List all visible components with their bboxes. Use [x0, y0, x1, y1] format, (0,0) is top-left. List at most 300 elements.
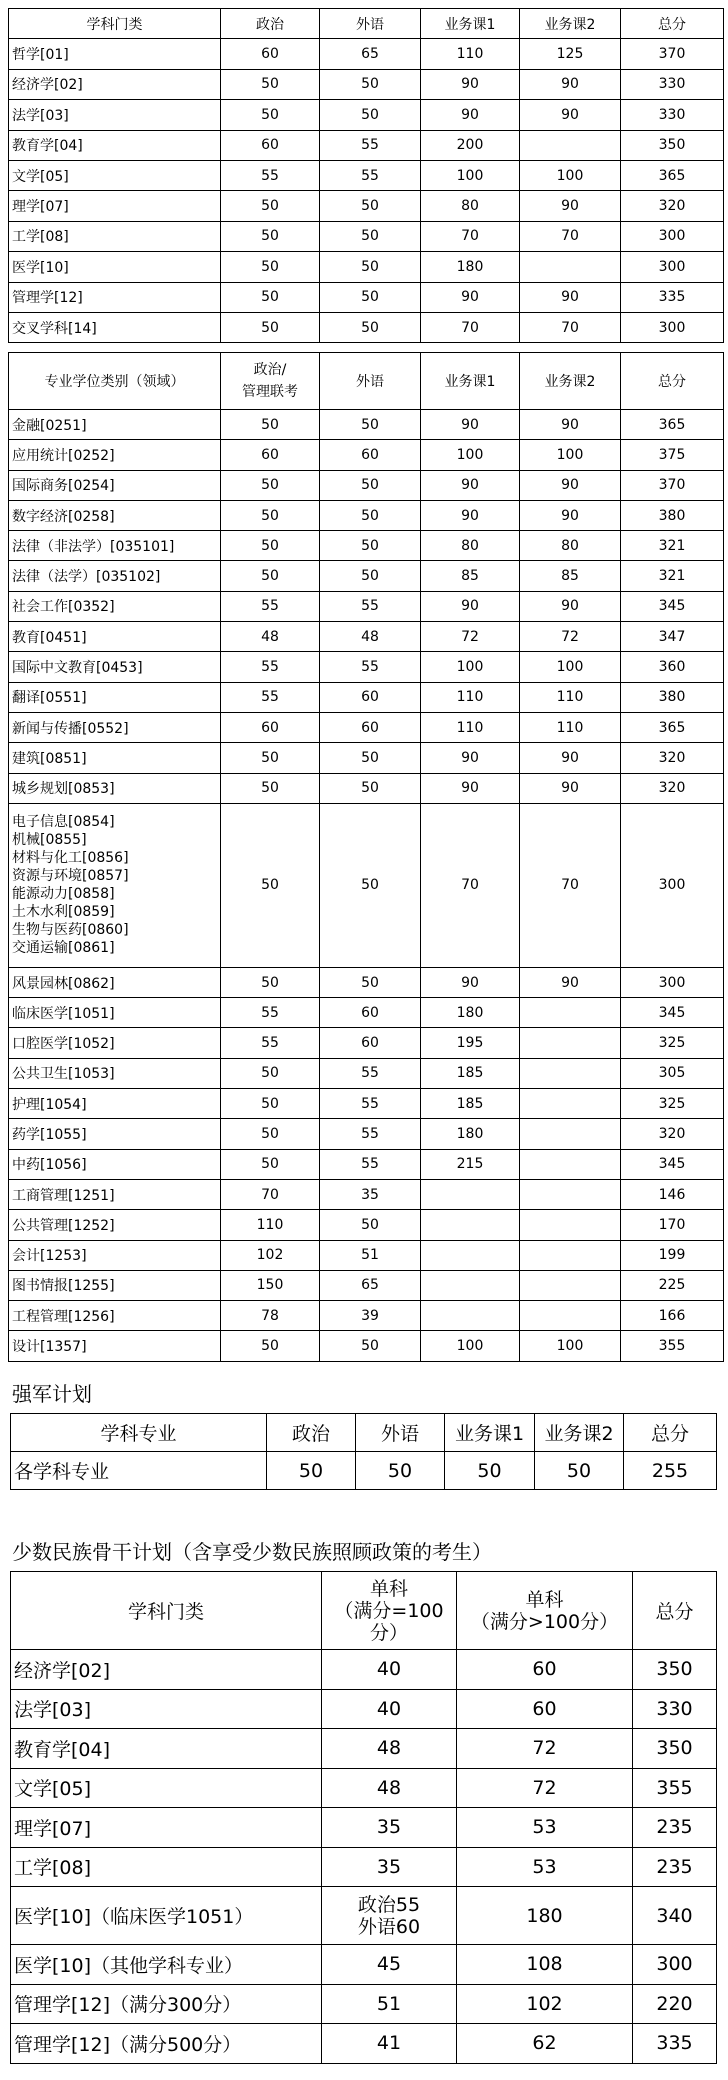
score-cell: 60: [457, 1689, 633, 1729]
score-cell: 80: [421, 191, 520, 221]
table-row: [9, 410, 724, 440]
column-header: 专业学位类别（领域）: [9, 353, 221, 410]
table-row: [9, 500, 724, 530]
table-row: [9, 100, 724, 130]
score-cell: 48: [320, 622, 421, 652]
score-cell: 100: [520, 160, 621, 190]
row-label: 文学[05]: [9, 160, 221, 190]
column-header: 业务课2: [520, 9, 621, 39]
score-cell: 55: [221, 682, 320, 712]
row-label: 工商管理[1251]: [9, 1179, 221, 1209]
score-cell: 51: [322, 1984, 457, 2024]
score-cell: 50: [221, 1149, 320, 1179]
table-row: [9, 252, 724, 282]
row-label: 国际商务[0254]: [9, 470, 221, 500]
score-cell: 146: [621, 1179, 724, 1209]
score-cell: 50: [221, 69, 320, 99]
table-row: [9, 1089, 724, 1119]
table-row: [9, 622, 724, 652]
score-cell: 50: [221, 1089, 320, 1119]
score-cell: 50: [221, 773, 320, 803]
table-row: [11, 1452, 717, 1490]
column-header: 业务课1: [421, 353, 520, 410]
score-cell: 50: [221, 410, 320, 440]
score-cell: 50: [221, 803, 320, 967]
score-cell: 70: [520, 803, 621, 967]
score-cell: 380: [621, 500, 724, 530]
table-header-row: [11, 1414, 717, 1452]
score-cell: 100: [421, 652, 520, 682]
score-cell: 60: [320, 998, 421, 1028]
score-cell: 55: [221, 160, 320, 190]
table-row: [9, 312, 724, 342]
score-cell: [520, 1270, 621, 1300]
score-cell: 345: [621, 591, 724, 621]
score-cell: 235: [633, 1847, 717, 1887]
table-row: [9, 652, 724, 682]
score-cell: 195: [421, 1028, 520, 1058]
score-cell: 321: [621, 531, 724, 561]
score-cell: 345: [621, 998, 724, 1028]
row-label: 法律（法学）[035102]: [9, 561, 221, 591]
score-cell: 320: [621, 773, 724, 803]
score-cell: 41: [322, 2024, 457, 2064]
score-cell: 180: [421, 1119, 520, 1149]
academic-degree-table: [8, 8, 724, 343]
row-label: 管理学[12]: [9, 282, 221, 312]
row-label: 法学[03]: [11, 1689, 322, 1729]
score-cell: 50: [535, 1452, 624, 1490]
score-cell: 180: [457, 1887, 633, 1945]
column-header: 业务课1: [421, 9, 520, 39]
score-cell: 48: [221, 622, 320, 652]
score-cell: 150: [221, 1270, 320, 1300]
score-cell: 220: [633, 1984, 717, 2024]
score-cell: 50: [445, 1452, 535, 1490]
score-cell: 70: [221, 1179, 320, 1209]
table-row: [11, 1847, 717, 1887]
score-cell: 110: [221, 1210, 320, 1240]
score-cell: [520, 1058, 621, 1088]
score-cell: 60: [320, 682, 421, 712]
row-label: 管理学[12]（满分300分）: [11, 1984, 322, 2024]
score-cell: 55: [320, 1058, 421, 1088]
score-cell: 110: [520, 682, 621, 712]
row-label: 各学科专业: [11, 1452, 267, 1490]
table-row: [9, 1210, 724, 1240]
score-cell: 320: [621, 743, 724, 773]
row-label: 教育[0451]: [9, 622, 221, 652]
table-row: [11, 1945, 717, 1985]
score-cell: 350: [621, 130, 724, 160]
score-cell: 360: [621, 652, 724, 682]
score-cell: 110: [421, 712, 520, 742]
score-cell: 350: [633, 1650, 717, 1690]
score-cell: 50: [221, 252, 320, 282]
score-cell: 50: [221, 531, 320, 561]
column-header: 业务课2: [520, 353, 621, 410]
score-cell: 300: [621, 967, 724, 997]
row-label: 护理[1054]: [9, 1089, 221, 1119]
score-cell: 50: [320, 191, 421, 221]
row-label: 翻译[0551]: [9, 682, 221, 712]
score-cell: 300: [633, 1945, 717, 1985]
table-row: [9, 221, 724, 251]
column-header: 总分: [621, 9, 724, 39]
score-cell: [520, 1028, 621, 1058]
table-row: [11, 1984, 717, 2024]
column-header: 政治: [221, 9, 320, 39]
score-cell: 90: [520, 100, 621, 130]
score-cell: 78: [221, 1301, 320, 1331]
table-row: [9, 470, 724, 500]
column-header: 单科 （满分>100分）: [457, 1572, 633, 1650]
score-cell: 50: [221, 470, 320, 500]
score-cell: 50: [320, 282, 421, 312]
table-row: [11, 2024, 717, 2064]
row-label: 工学[08]: [9, 221, 221, 251]
score-cell: 380: [621, 682, 724, 712]
score-cell: 55: [221, 1028, 320, 1058]
score-cell: 90: [421, 410, 520, 440]
score-cell: 72: [520, 622, 621, 652]
score-cell: 39: [320, 1301, 421, 1331]
column-header: 外语: [356, 1414, 445, 1452]
score-cell: 235: [633, 1808, 717, 1848]
table-row: [9, 712, 724, 742]
score-cell: 90: [520, 743, 621, 773]
table-row: [11, 1887, 717, 1945]
score-cell: 55: [320, 652, 421, 682]
score-cell: 90: [421, 773, 520, 803]
score-cell: 355: [621, 1331, 724, 1361]
score-cell: 50: [320, 531, 421, 561]
score-cell: [421, 1210, 520, 1240]
score-cell: 110: [421, 39, 520, 69]
score-cell: 50: [320, 252, 421, 282]
score-cell: 330: [621, 69, 724, 99]
score-cell: [520, 1119, 621, 1149]
row-label: 法律（非法学）[035101]: [9, 531, 221, 561]
row-label: 数字经济[0258]: [9, 500, 221, 530]
score-cell: [421, 1270, 520, 1300]
score-cell: 85: [520, 561, 621, 591]
row-label: 图书情报[1255]: [9, 1270, 221, 1300]
table-row: [9, 967, 724, 997]
table-row: [9, 682, 724, 712]
score-cell: 55: [221, 652, 320, 682]
score-cell: [520, 1089, 621, 1119]
score-cell: 55: [320, 1089, 421, 1119]
score-cell: 40: [322, 1650, 457, 1690]
table-row: [9, 1149, 724, 1179]
table-row: [9, 1179, 724, 1209]
score-cell: 90: [421, 100, 520, 130]
score-cell: 50: [320, 312, 421, 342]
score-cell: 90: [421, 282, 520, 312]
score-cell: 70: [520, 221, 621, 251]
row-label: 经济学[02]: [9, 69, 221, 99]
row-label: 中药[1056]: [9, 1149, 221, 1179]
score-cell: 72: [457, 1768, 633, 1808]
score-cell: [520, 130, 621, 160]
column-header: 业务课1: [445, 1414, 535, 1452]
table-row: [9, 1331, 724, 1361]
score-cell: 90: [520, 410, 621, 440]
score-cell: [520, 252, 621, 282]
score-cell: 62: [457, 2024, 633, 2064]
score-cell: 72: [457, 1729, 633, 1769]
score-cell: 政治55 外语60: [322, 1887, 457, 1945]
score-cell: 355: [633, 1768, 717, 1808]
score-cell: 48: [322, 1729, 457, 1769]
score-cell: 65: [320, 39, 421, 69]
score-cell: 90: [520, 967, 621, 997]
column-header: 业务课2: [535, 1414, 624, 1452]
table-row: [9, 743, 724, 773]
score-cell: 50: [320, 561, 421, 591]
score-cell: 35: [320, 1179, 421, 1209]
table-row: [9, 591, 724, 621]
score-cell: 60: [221, 39, 320, 69]
score-cell: [421, 1240, 520, 1270]
qiangjun-table: [10, 1413, 717, 1490]
score-cell: 50: [320, 1331, 421, 1361]
row-label: 国际中文教育[0453]: [9, 652, 221, 682]
row-label: 临床医学[1051]: [9, 998, 221, 1028]
score-cell: 330: [633, 1689, 717, 1729]
score-cell: 50: [221, 561, 320, 591]
score-cell: 45: [322, 1945, 457, 1985]
table-row: [9, 531, 724, 561]
table-row: [9, 69, 724, 99]
score-cell: 100: [520, 1331, 621, 1361]
table-row: [9, 773, 724, 803]
table-row: [9, 191, 724, 221]
row-label: 电子信息[0854] 机械[0855] 材料与化工[0856] 资源与环境[0857] 能源动力[0858] 土木水利[0859] 生物与医药[0860] 交通运输[0861]: [9, 803, 221, 967]
row-label: 金融[0251]: [9, 410, 221, 440]
score-cell: 330: [621, 100, 724, 130]
score-cell: 90: [421, 69, 520, 99]
score-cell: 102: [457, 1984, 633, 2024]
score-cell: 102: [221, 1240, 320, 1270]
score-cell: 90: [421, 743, 520, 773]
table-row: [9, 803, 724, 967]
score-cell: 50: [221, 743, 320, 773]
score-cell: 180: [421, 998, 520, 1028]
row-label: 医学[10]（其他学科专业）: [11, 1945, 322, 1985]
qiangjun-title: 强军计划: [12, 1382, 92, 1406]
row-label: 医学[10]: [9, 252, 221, 282]
row-label: 工程管理[1256]: [9, 1301, 221, 1331]
score-cell: 35: [322, 1808, 457, 1848]
score-cell: 60: [221, 130, 320, 160]
score-cell: 55: [320, 130, 421, 160]
column-header: 学科门类: [11, 1572, 322, 1650]
score-cell: 90: [520, 591, 621, 621]
score-cell: 50: [221, 221, 320, 251]
column-header: 单科 （满分=100分）: [322, 1572, 457, 1650]
score-cell: 185: [421, 1058, 520, 1088]
score-cell: 50: [320, 410, 421, 440]
score-cell: 60: [320, 440, 421, 470]
minority-table: [10, 1571, 717, 2064]
score-cell: 50: [320, 967, 421, 997]
row-label: 管理学[12]（满分500分）: [11, 2024, 322, 2064]
score-cell: 100: [421, 1331, 520, 1361]
score-cell: 50: [221, 500, 320, 530]
column-header: 学科门类: [9, 9, 221, 39]
score-cell: 300: [621, 312, 724, 342]
row-label: 风景园林[0862]: [9, 967, 221, 997]
row-label: 理学[07]: [11, 1808, 322, 1848]
score-cell: 55: [320, 591, 421, 621]
score-cell: 50: [320, 500, 421, 530]
score-cell: 325: [621, 1089, 724, 1119]
score-cell: 70: [421, 803, 520, 967]
table-row: [9, 440, 724, 470]
score-cell: 60: [221, 440, 320, 470]
score-cell: [520, 1179, 621, 1209]
score-cell: 300: [621, 252, 724, 282]
score-cell: 90: [520, 500, 621, 530]
row-label: 新闻与传播[0552]: [9, 712, 221, 742]
row-label: 药学[1055]: [9, 1119, 221, 1149]
row-label: 文学[05]: [11, 1768, 322, 1808]
professional-degree-table: [8, 352, 724, 1362]
score-cell: 50: [320, 221, 421, 251]
score-cell: 90: [520, 773, 621, 803]
column-header: 外语: [320, 353, 421, 410]
score-cell: 125: [520, 39, 621, 69]
table-row: [11, 1729, 717, 1769]
score-cell: 100: [421, 160, 520, 190]
row-label: 建筑[0851]: [9, 743, 221, 773]
score-cell: 90: [421, 470, 520, 500]
table-header-row: [11, 1572, 717, 1650]
row-label: 教育学[04]: [9, 130, 221, 160]
score-cell: [520, 1149, 621, 1179]
score-cell: 50: [320, 773, 421, 803]
score-cell: 72: [421, 622, 520, 652]
table-row: [9, 39, 724, 69]
score-cell: 365: [621, 160, 724, 190]
score-cell: 335: [621, 282, 724, 312]
score-cell: 370: [621, 470, 724, 500]
score-cell: 50: [267, 1452, 356, 1490]
score-cell: 225: [621, 1270, 724, 1300]
table-row: [9, 1301, 724, 1331]
row-label: 交叉学科[14]: [9, 312, 221, 342]
score-cell: 166: [621, 1301, 724, 1331]
column-header: 总分: [621, 353, 724, 410]
score-cell: 40: [322, 1689, 457, 1729]
score-cell: 90: [520, 282, 621, 312]
score-cell: 50: [221, 100, 320, 130]
score-cell: 55: [320, 1149, 421, 1179]
score-cell: 50: [221, 967, 320, 997]
row-label: 公共卫生[1053]: [9, 1058, 221, 1088]
column-header: 外语: [320, 9, 421, 39]
score-cell: 55: [320, 1119, 421, 1149]
score-cell: 50: [320, 803, 421, 967]
score-cell: 255: [624, 1452, 717, 1490]
table-row: [9, 1119, 724, 1149]
score-cell: 300: [621, 221, 724, 251]
column-header: 政治/ 管理联考: [221, 353, 320, 410]
score-cell: 110: [520, 712, 621, 742]
score-cell: 215: [421, 1149, 520, 1179]
score-cell: [421, 1179, 520, 1209]
score-cell: 180: [421, 252, 520, 282]
row-label: 公共管理[1252]: [9, 1210, 221, 1240]
row-label: 工学[08]: [11, 1847, 322, 1887]
score-cell: 90: [520, 191, 621, 221]
score-cell: 85: [421, 561, 520, 591]
score-cell: 305: [621, 1058, 724, 1088]
row-label: 理学[07]: [9, 191, 221, 221]
table-row: [9, 1058, 724, 1088]
score-cell: 70: [421, 312, 520, 342]
score-cell: 350: [633, 1729, 717, 1769]
score-cell: [520, 1240, 621, 1270]
score-cell: 375: [621, 440, 724, 470]
score-cell: 100: [421, 440, 520, 470]
score-cell: [520, 1301, 621, 1331]
score-cell: 55: [221, 591, 320, 621]
minority-title: 少数民族骨干计划（含享受少数民族照顾政策的考生）: [12, 1540, 492, 1564]
table-row: [9, 130, 724, 160]
row-label: 医学[10]（临床医学1051）: [11, 1887, 322, 1945]
table-row: [9, 282, 724, 312]
score-cell: 50: [320, 1210, 421, 1240]
score-cell: 80: [520, 531, 621, 561]
table-row: [11, 1808, 717, 1848]
score-cell: 65: [320, 1270, 421, 1300]
row-label: 设计[1357]: [9, 1331, 221, 1361]
table-row: [11, 1650, 717, 1690]
score-cell: [421, 1301, 520, 1331]
score-cell: 50: [221, 1119, 320, 1149]
score-cell: 90: [520, 470, 621, 500]
row-label: 哲学[01]: [9, 39, 221, 69]
score-cell: 60: [320, 712, 421, 742]
score-cell: 199: [621, 1240, 724, 1270]
score-cell: 50: [221, 282, 320, 312]
table-row: [9, 1240, 724, 1270]
table-row: [11, 1768, 717, 1808]
score-cell: 200: [421, 130, 520, 160]
score-cell: 70: [421, 221, 520, 251]
score-cell: 90: [421, 967, 520, 997]
score-cell: 50: [221, 1058, 320, 1088]
score-cell: 370: [621, 39, 724, 69]
score-cell: 80: [421, 531, 520, 561]
column-header: 政治: [267, 1414, 356, 1452]
score-cell: [520, 1210, 621, 1240]
score-cell: 48: [322, 1768, 457, 1808]
score-cell: 50: [221, 1331, 320, 1361]
column-header: 总分: [633, 1572, 717, 1650]
score-cell: 70: [520, 312, 621, 342]
score-cell: 320: [621, 1119, 724, 1149]
score-cell: 321: [621, 561, 724, 591]
row-label: 法学[03]: [9, 100, 221, 130]
score-cell: 50: [356, 1452, 445, 1490]
score-cell: 51: [320, 1240, 421, 1270]
score-cell: 100: [520, 440, 621, 470]
row-label: 社会工作[0352]: [9, 591, 221, 621]
